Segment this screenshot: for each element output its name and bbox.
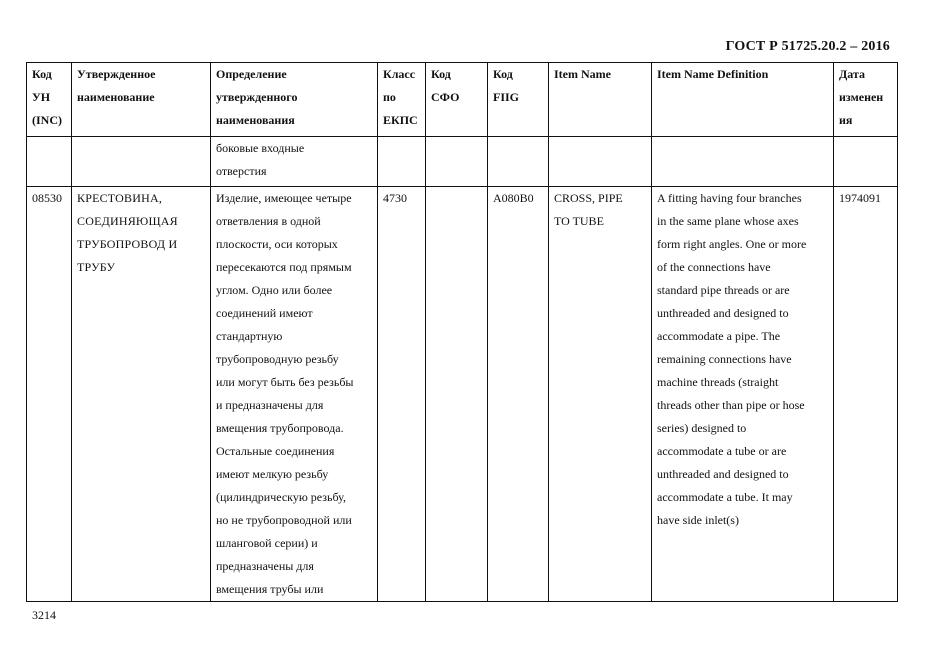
cell-item-name-definition: A fitting having four branches in the same plane whose axes form right angles. One or more of the connections have standard pipe threads or are unthreaded and designed to accommodate a pipe. The remaining connections have machine threads (straight threads other than pipe or hose series) designed to accommodate a tube or are unthreaded and designed to accommodate a tube. It may have side inlet(s) (652, 187, 834, 602)
cell-ekps-class: 4730 (378, 187, 426, 602)
table-row (27, 137, 898, 187)
cell-definition-continued: боковые входные отверстия (211, 137, 378, 187)
catalog-table (26, 62, 898, 602)
header-change-date: Дата изменен ия (834, 63, 898, 137)
table-header-row (27, 63, 898, 137)
cell-approved-name: КРЕСТОВИНА, СОЕДИНЯЮЩАЯ ТРУБОПРОВОД И ТРУБУ (72, 187, 211, 602)
header-fiig-code: Код FIIG (488, 63, 549, 137)
standard-designation: ГОСТ Р 51725.20.2 – 2016 (725, 39, 890, 54)
cell-empty (27, 137, 72, 187)
cell-sfo-code (426, 187, 488, 602)
cell-item-name: CROSS, PIPE TO TUBE (549, 187, 652, 602)
cell-change-date: 1974091 (834, 187, 898, 602)
header-inc: Код УН (INC) (27, 63, 72, 137)
cell-fiig-code: A080B0 (488, 187, 549, 602)
cell-empty (378, 137, 426, 187)
cell-definition-ru: Изделие, имеющее четыре ответвления в одной плоскости, оси которых пересекаются под прямым углом. Одно или более соединений имеют стандартную трубопроводную резьбу или могут быть без резьбы и предназначены для вмещения трубопровода. Остальные соединения имеют мелкую резьбу (цилиндрическую резьбу, но не трубопроводной или шланговой серии) и предназначены для вмещения трубы или (211, 187, 378, 602)
page-number: 3214 (32, 608, 56, 622)
cell-empty (549, 137, 652, 187)
cell-inc: 08530 (27, 187, 72, 602)
header-ekps-class: Класс по ЕКПС (378, 63, 426, 137)
header-definition: Определение утвержденного наименования (211, 63, 378, 137)
header-sfo-code: Код СФО (426, 63, 488, 137)
table-row (27, 187, 898, 602)
header-item-name: Item Name (549, 63, 652, 137)
cell-empty (834, 137, 898, 187)
cell-empty (652, 137, 834, 187)
cell-empty (488, 137, 549, 187)
cell-empty (426, 137, 488, 187)
header-approved-name: Утвержденное наименование (72, 63, 211, 137)
cell-empty (72, 137, 211, 187)
header-item-name-definition: Item Name Definition (652, 63, 834, 137)
